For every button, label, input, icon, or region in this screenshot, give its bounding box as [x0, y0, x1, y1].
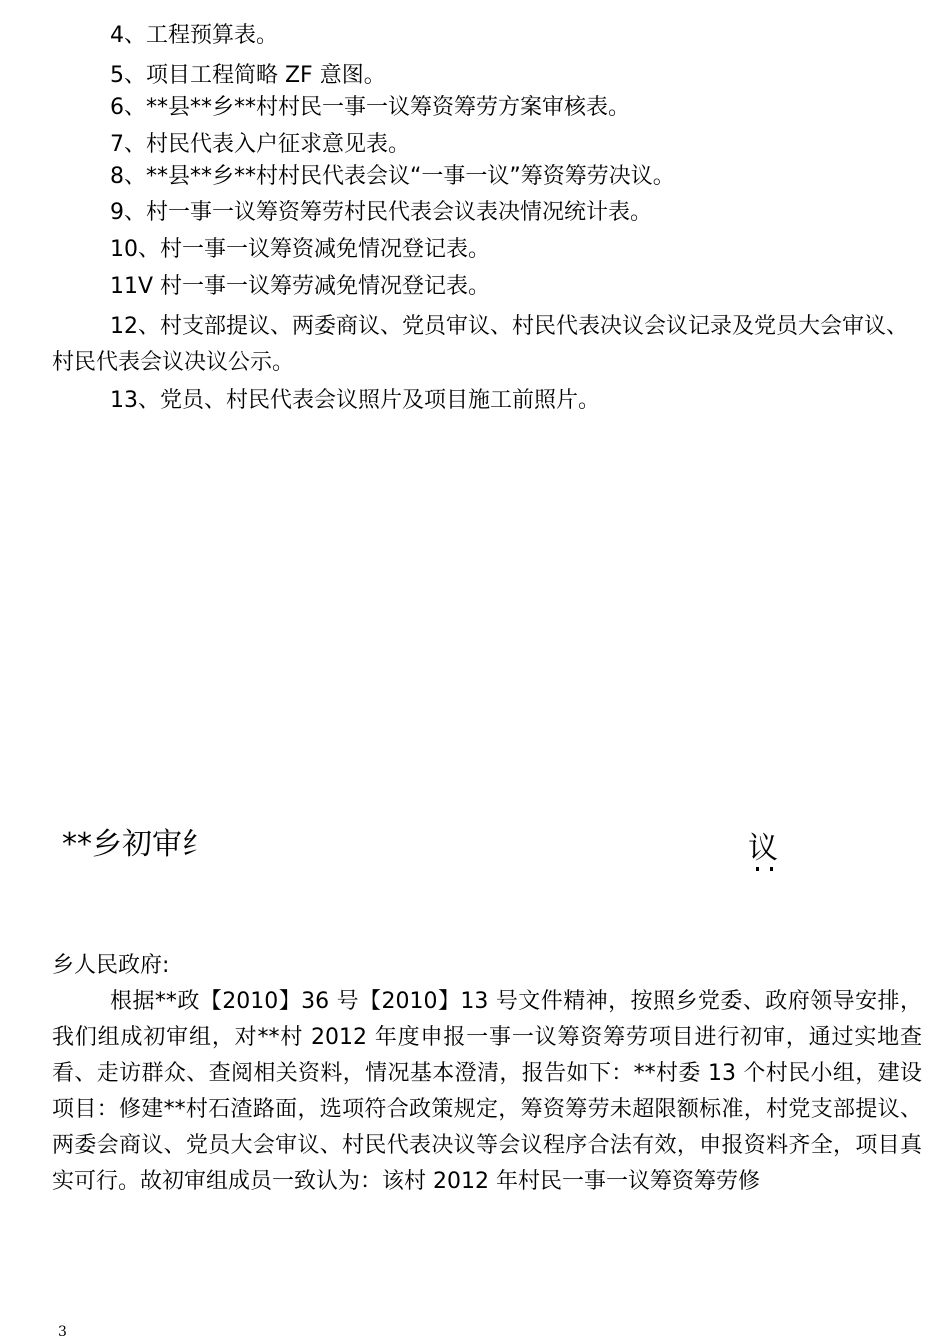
list-item: 8、**县**乡**村村民代表会议“一事一议”筹资筹劳决议。: [110, 164, 675, 189]
list-item: 7、村民代表入户征求意见表。: [110, 132, 410, 157]
list-item: 6、**县**乡**村村民一事一议筹资筹劳方案审核表。: [110, 95, 630, 120]
list-item: 12、村支部提议、两委商议、党员审议、村民代表决议会议记录及党员大会审议、村民代表会议决议公示。: [52, 314, 908, 375]
page-number: 3: [58, 1324, 67, 1340]
section-heading-left: **乡初审纟: [62, 827, 212, 862]
section-heading-right: 议: [748, 831, 778, 866]
list-item: 11V 村一事一议筹劳减免情况登记表。: [110, 274, 491, 299]
list-item: 4、工程预算表。: [110, 23, 278, 48]
salutation: 乡人民政府:: [52, 953, 170, 978]
body-paragraph: 根据**政【2010】36 号【2010】13 号文件精神，按照乡党委、政府领导安排，我们组成初审组，对**村 2012 年度申报一事一议筹资筹劳项目进行初审，通过实地查看、走访群众、查阅相关资料，情况基本澄清，报告如下：**村委 13 个村民小组，建设项目：修建**村石渣路面，选项符合政策规定，筹资筹劳未超限额标准，村党支部提议、两委会商议、党员大会审议、村民代表决议等会议程序合法有效，申报资料齐全，项目真实可行。故初审组成员一致认为：该村 2012 年村民一事一议筹资筹劳修: [52, 989, 922, 1194]
list-item: 5、项目工程简略 ZF 意图。: [110, 63, 386, 88]
list-item: 10、村一事一议筹资减免情况登记表。: [110, 237, 490, 262]
clipped-glyph-fragment: [750, 866, 780, 872]
list-item: 9、村一事一议筹资筹劳村民代表会议表决情况统计表。: [110, 200, 652, 225]
list-item: 13、党员、村民代表会议照片及项目施工前照片。: [110, 388, 600, 413]
